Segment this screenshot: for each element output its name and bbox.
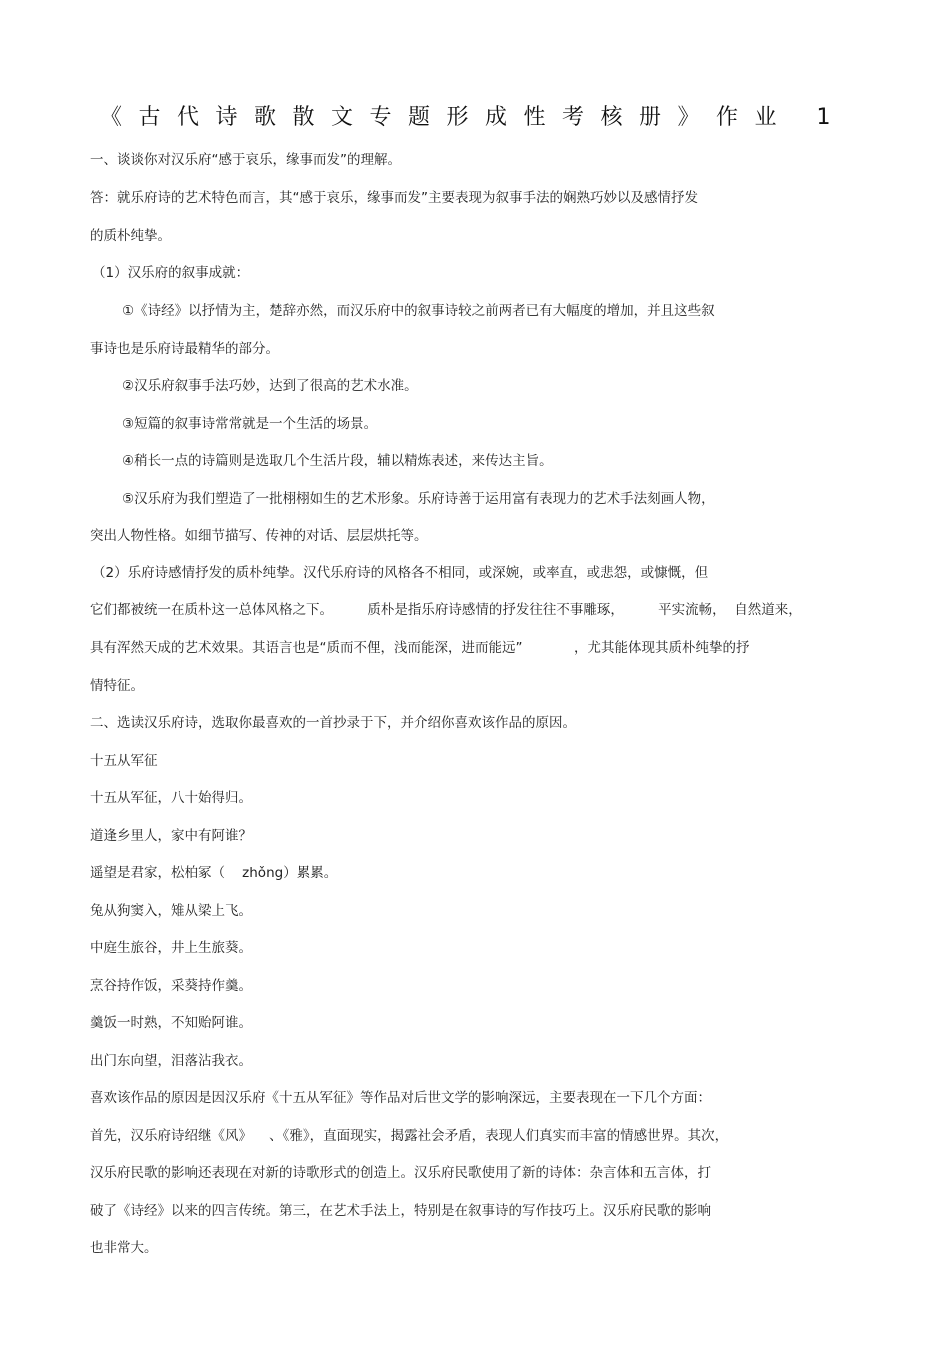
reason-line: 首先，汉乐府诗绍继《风》 、《雅》，直面现实，揭露社会矛盾，表现人们真实而丰富的情感世界。其次， <box>90 1128 729 1144</box>
reason-line: 破了《诗经》以来的四言传统。第三，在艺术手法上，特别是在叙事诗的写作技巧上。汉乐府民歌的影响 <box>90 1203 711 1219</box>
answer-line: ③短篇的叙事诗常常就是一个生活的场景。 <box>122 416 378 432</box>
poem-line: 十五从军征，八十始得归。 <box>90 790 252 806</box>
question-2-heading: 二、选读汉乐府诗，选取你最喜欢的一首抄录于下，并介绍你喜欢该作品的原因。 <box>90 715 576 731</box>
poem-line: 出门东向望，泪落沾我衣。 <box>90 1053 252 1069</box>
answer-line: 事诗也是乐府诗最精华的部分。 <box>90 341 279 357</box>
answer-line: 答：就乐府诗的艺术特色而言，其“感于哀乐，缘事而发”主要表现为叙事手法的娴熟巧妙以及感情抒发 <box>90 190 698 206</box>
reason-line: 汉乐府民歌的影响还表现在对新的诗歌形式的创造上。汉乐府民歌使用了新的诗体：杂言体和五言体，打 <box>90 1165 711 1181</box>
answer-line: 突出人物性格。如细节描写、传神的对话、层层烘托等。 <box>90 528 428 544</box>
answer-line: 的质朴纯挚。 <box>90 228 171 244</box>
reason-line: 也非常大。 <box>90 1240 158 1256</box>
answer-line: ②汉乐府叙事手法巧妙，达到了很高的艺术水准。 <box>122 378 418 394</box>
section-1-heading: （1）汉乐府的叙事成就： <box>92 265 250 281</box>
poem-line: 羹饭一时熟，不知贻阿谁。 <box>90 1015 252 1031</box>
answer-line: 它们都被统一在质朴这一总体风格之下。 质朴是指乐府诗感情的抒发往往不事雕琢， 平实流畅， 自然道来， <box>90 602 802 618</box>
poem-line: 兔从狗窦入，雉从梁上飞。 <box>90 903 252 919</box>
poem-line: 道逢乡里人，家中有阿谁？ <box>90 828 252 844</box>
answer-line: 具有浑然天成的艺术效果。其语言也是“质而不俚，浅而能深，进而能远” ，尤其能体现其质朴纯挚的抒 <box>90 640 750 656</box>
section-2-heading: （2）乐府诗感情抒发的质朴纯挚。汉代乐府诗的风格各不相同，或深婉，或率直，或悲怨，或慷慨，但 <box>92 565 709 581</box>
poem-line: 中庭生旅谷，井上生旅葵。 <box>90 940 252 956</box>
poem-title: 十五从军征 <box>90 753 158 769</box>
reason-line: 喜欢该作品的原因是因汉乐府《十五从军征》等作品对后世文学的影响深远，主要表现在一下几个方面： <box>90 1090 711 1106</box>
answer-line: 情特征。 <box>90 678 144 694</box>
page-title: 《古代诗歌散文专题形成性考核册》作业 1 <box>100 105 847 130</box>
question-1-heading: 一、谈谈你对汉乐府“感于哀乐，缘事而发”的理解。 <box>90 152 401 168</box>
answer-line: ④稍长一点的诗篇则是选取几个生活片段，辅以精炼表述，来传达主旨。 <box>122 453 553 469</box>
poem-line: 遥望是君家，松柏冢（ zhǒng）累累。 <box>90 865 338 881</box>
poem-line: 烹谷持作饭，采葵持作羹。 <box>90 978 252 994</box>
answer-line: ①《诗经》以抒情为主，楚辞亦然，而汉乐府中的叙事诗较之前两者已有大幅度的增加，并且这些叙 <box>122 303 715 319</box>
answer-line: ⑤汉乐府为我们塑造了一批栩栩如生的艺术形象。乐府诗善于运用富有表现力的艺术手法刻画人物， <box>122 491 715 507</box>
